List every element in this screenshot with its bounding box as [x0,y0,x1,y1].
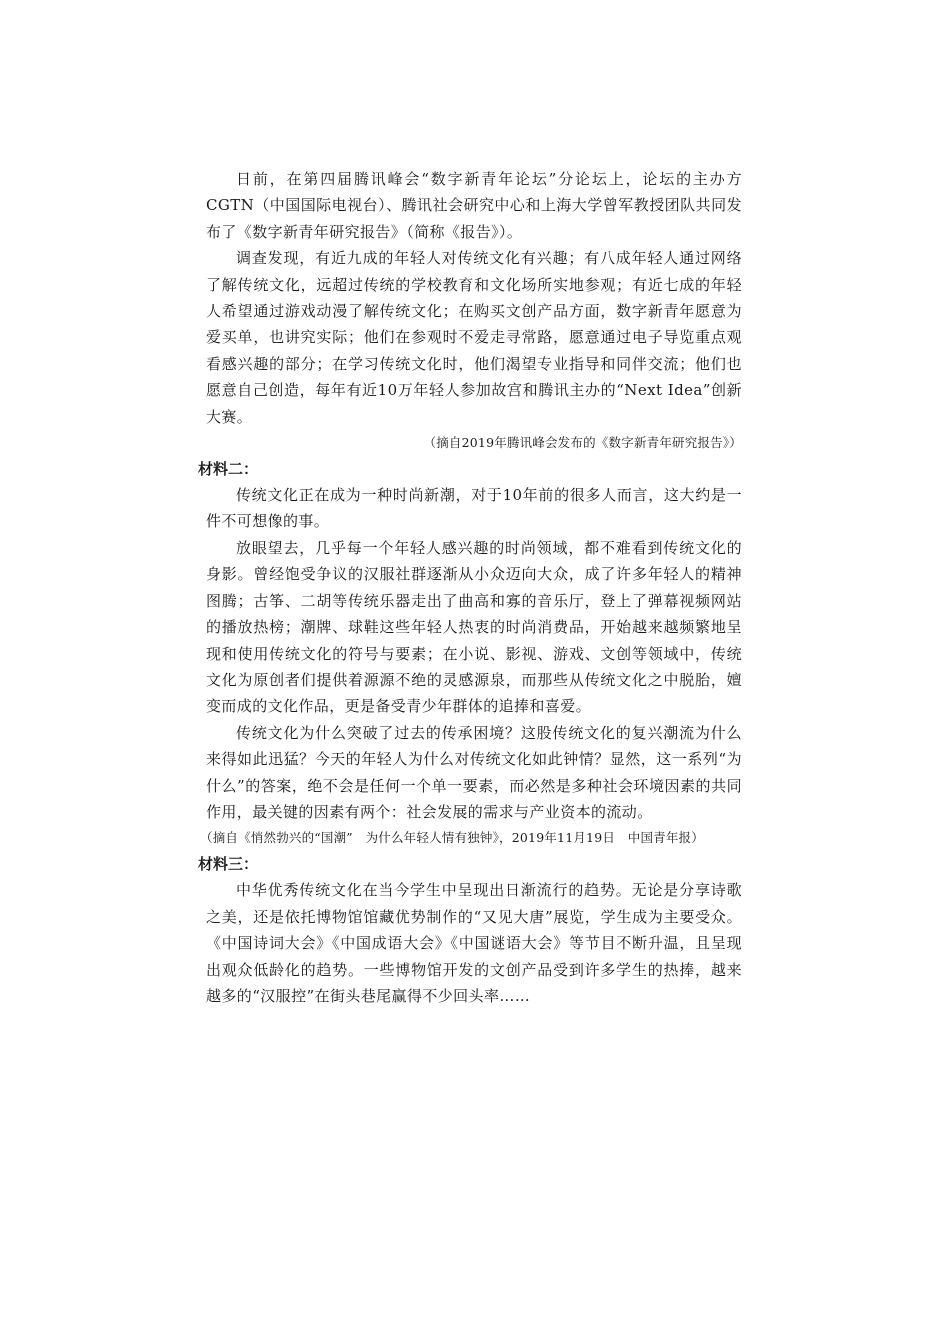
material-2-heading: 材料二： [198,460,259,479]
material-1-source: （摘自2019年腾讯峰会发布的《数字新青年研究报告》） [423,435,742,451]
material-2-source: （摘自《悄然勃兴的“国潮” 为什么年轻人情有独钟》，2019年11月19日 中国青年报） [200,830,704,846]
material-2-paragraph-3: 传统文化为什么突破了过去的传承困境？这股传统文化的复兴潮流为什么来得如此迅猛？今天的年轻人为什么对传统文化如此钟情？显然，这一系列“为什么”的答案，绝不会是任何一个单一要素，而必然是多种社会环境因素的共同作用，最关键的因素有两个：社会发展的需求与产业资本的流动。 [206,723,742,821]
document-body [198,166,742,1009]
material-1-paragraph-2: 调查发现，有近九成的年轻人对传统文化有兴趣；有八成年轻人通过网络了解传统文化，远超过传统的学校教育和文化场所实地参观；有近七成的年轻人希望通过游戏动漫了解传统文化；在购买文创产品方面，数字新青年愿意为爱买单，也讲究实际；他们在参观时不爱走寻常路，愿意通过电子导览重点观看感兴趣的部分；在学习传统文化时，他们渴望专业指导和同伴交流；他们也愿意自己创造，每年有近10万年轻人参加故宫和腾讯主办的“Next Idea”创新大赛。 [206,249,742,426]
material-3-paragraph-1: 中华优秀传统文化在当今学生中呈现出日渐流行的趋势。无论是分享诗歌之美，还是依托博物馆馆藏优势制作的“又见大唐”展览，学生成为主要受众。《中国诗词大会》《中国成语大会》《中国谜语大会》等节目不断升温，且呈现出观众低龄化的趋势。一些博物馆开发的文创产品受到许多学生的热捧，越来越多的“汉服控”在街头巷尾赢得不少回头率…… [206,881,742,1005]
material-1-section [206,166,742,456]
material-3-heading: 材料三： [198,855,259,874]
material-2-section [198,456,742,851]
material-2-paragraph-1: 传统文化正在成为一种时尚新潮，对于10年前的很多人而言，这大约是一件不可想像的事。 [206,486,742,531]
material-2-paragraph-2: 放眼望去，几乎每一个年轻人感兴趣的时尚领域，都不难看到传统文化的身影。曾经饱受争议的汉服社群逐渐从小众迈向大众，成了许多年轻人的精神图腾；古筝、二胡等传统乐器走出了曲高和寡的音乐厅，登上了弹幕视频网站的播放热榜；潮牌、球鞋这些年轻人热衷的时尚消费品，开始越来越频繁地呈现和使用传统文化的符号与要素；在小说、影视、游戏、文创等领域中，传统文化为原创者们提供着源源不绝的灵感源泉，而那些从传统文化之中脱胎，嬗变而成的文化作品，更是备受青少年群体的追捧和喜爱。 [206,538,742,716]
material-3-section [198,851,742,1009]
material-1-paragraph-1: 日前，在第四届腾讯峰会“数字新青年论坛”分论坛上，论坛的主办方CGTN（中国国际电视台）、腾讯社会研究中心和上海大学曾军教授团队共同发布了《数字新青年研究报告》（简称《报告》）。 [206,170,742,241]
